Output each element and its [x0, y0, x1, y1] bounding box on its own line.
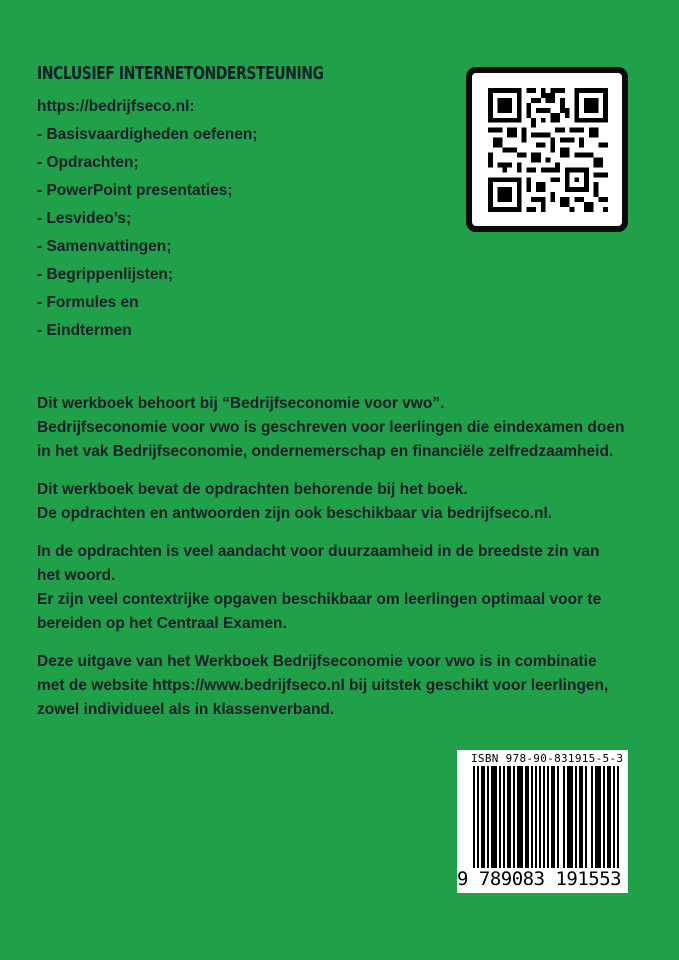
paragraph-line: In de opdrachten is veel aandacht voor duurzaamheid in de breedste zin van: [37, 543, 600, 560]
paragraph-line: bereiden op het Centraal Examen.: [37, 615, 287, 632]
feature-list-item: - PowerPoint presentaties;: [37, 182, 233, 199]
feature-list-item: - Formules en: [37, 294, 139, 311]
page-heading: INCLUSIEF INTERNETONDERSTEUNING: [37, 63, 324, 84]
feature-list-url: https://bedrijfseco.nl:: [37, 98, 195, 115]
paragraph-line: Bedrijfseconomie voor vwo is geschreven voor leerlingen die eindexamen doen: [37, 419, 625, 436]
feature-list-item: - Basisvaardigheden oefenen;: [37, 126, 258, 143]
paragraph-line: zowel individueel als in klassenverband.: [37, 701, 335, 718]
intro-paragraph: [37, 392, 624, 464]
qr-code-frame: [466, 67, 628, 232]
qr-code-icon: [488, 88, 608, 212]
contents-paragraph: [37, 478, 552, 526]
barcode-bars-icon: [467, 766, 623, 876]
edition-paragraph: [37, 650, 608, 722]
paragraph-line: met de website https://www.bedrijfseco.nl bij uitstek geschikt voor leerlingen,: [37, 677, 609, 694]
paragraph-line: Dit werkboek behoort bij “Bedrijfseconomie voor vwo”.: [37, 395, 445, 412]
ean-digits: [457, 868, 621, 890]
feature-list-item: - Begrippenlijsten;: [37, 266, 174, 283]
paragraph-line: De opdrachten en antwoorden zijn ook beschikbaar via bedrijfseco.nl.: [37, 505, 553, 522]
feature-list-item: - Lesvideo’s;: [37, 210, 132, 227]
isbn-barcode: [457, 750, 628, 893]
isbn-label: ISBN 978-90-831915-5-3: [471, 752, 624, 765]
feature-list-item: - Opdrachten;: [37, 154, 139, 171]
paragraph-line: het woord.: [37, 567, 116, 584]
feature-list-item: - Samenvattingen;: [37, 238, 172, 255]
paragraph-line: Dit werkboek bevat de opdrachten behorende bij het boek.: [37, 481, 468, 498]
ean-digits-text: 9 789083 191553: [457, 868, 622, 890]
sustainability-paragraph: [37, 540, 601, 636]
paragraph-line: Deze uitgave van het Werkboek Bedrijfseconomie voor vwo is in combinatie: [37, 653, 597, 670]
feature-list-item: - Eindtermen: [37, 322, 132, 339]
paragraph-line: Er zijn veel contextrijke opgaven beschikbaar om leerlingen optimaal voor te: [37, 591, 602, 608]
feature-list: [37, 96, 258, 348]
paragraph-line: in het vak Bedrijfseconomie, ondernemerschap en financiële zelfredzaamheid.: [37, 443, 614, 460]
